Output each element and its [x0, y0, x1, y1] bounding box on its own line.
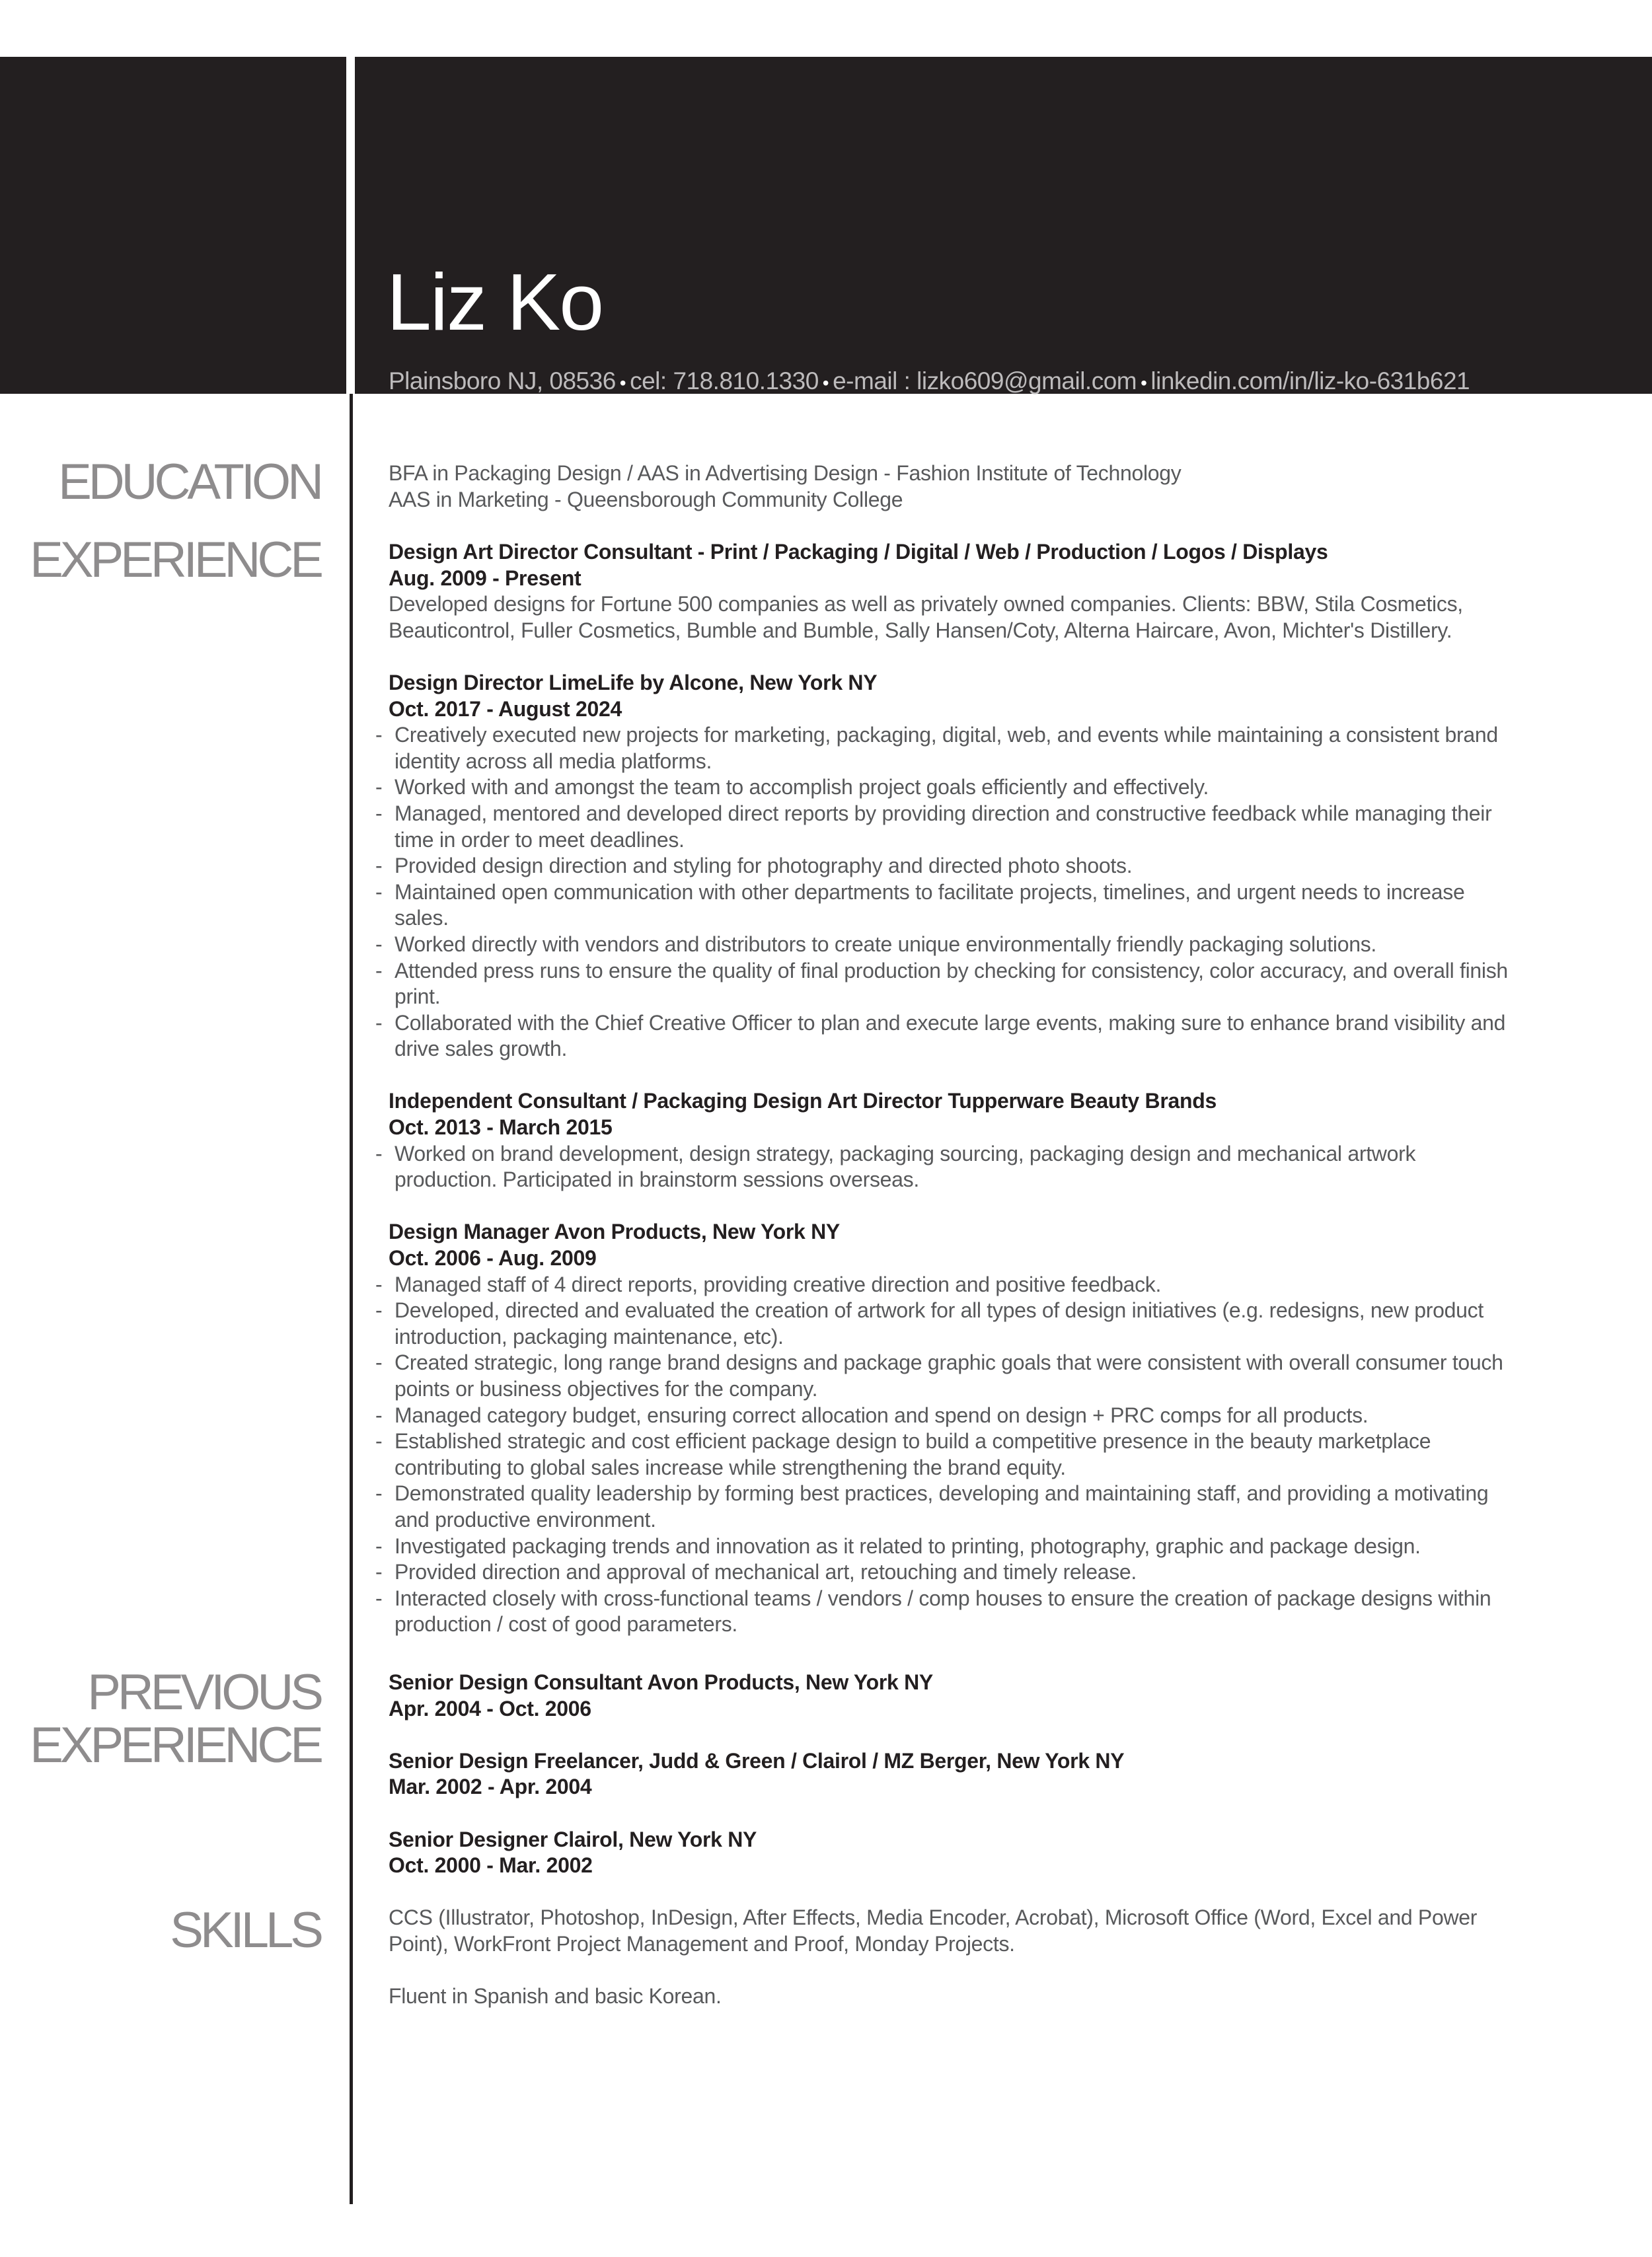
separator-dot: • [619, 373, 626, 393]
job-title: Senior Design Consultant Avon Products, New York NY [389, 1670, 933, 1694]
bullet-item: - Attended press runs to ensure the quality of final production by checking for consistency, color accuracy, and overall finish print. [389, 958, 1512, 1010]
bullet-item: - Maintained open communication with other departments to facilitate projects, timelines, and urgent needs to increase sales. [389, 879, 1512, 932]
separator-dot: • [1141, 373, 1147, 393]
job-title: Independent Consultant / Packaging Design Art Director Tupperware Beauty Brands [389, 1089, 1217, 1113]
header-banner [0, 57, 1652, 394]
email: e-mail : lizko609@gmail.com [833, 367, 1137, 394]
bullet-item: - Demonstrated quality leadership by forming best practices, developing and maintaining staff, and providing a motivating and productive environment. [389, 1481, 1512, 1533]
job-description: Developed designs for Fortune 500 companies as well as privately owned companies. Clients: BBW, Stila Cosmetics, Beauticontrol, Fuller Cosmetics, Bumble and Bumble, Sally Hansen/Coty, Alterna Haircare, Avon, Michter's Distillery. [389, 592, 1463, 642]
section-title-previous-experience [30, 1666, 320, 1772]
bullet-item: - Established strategic and cost efficient package design to build a competitive presence in the beauty marketplace contributing to global sales increase while strengthening the brand equity. [389, 1428, 1512, 1481]
job-entry [389, 1088, 1512, 1193]
education-block [389, 461, 1512, 513]
separator-dot: • [822, 373, 829, 393]
bullet-item: - Creatively executed new projects for marketing, packaging, digital, web, and events while maintaining a consistent brand identity across all media platforms. [389, 722, 1512, 774]
phone: cel: 718.810.1330 [630, 367, 819, 394]
job-dates: Oct. 2000 - Mar. 2002 [389, 1853, 593, 1878]
section-title-experience: EXPERIENCE [30, 532, 320, 588]
education-item: AAS in Marketing - Queensborough Community College [389, 487, 903, 511]
spacer [389, 1957, 1512, 1983]
bullet-item: - Provided direction and approval of mechanical art, retouching and timely release. [389, 1559, 1512, 1586]
job-dates: Aug. 2009 - Present [389, 566, 582, 590]
job-title: Senior Designer Clairol, New York NY [389, 1827, 757, 1851]
section-title-skills: SKILLS [170, 1902, 320, 1958]
job-title: Design Art Director Consultant - Print / Packaging / Digital / Web / Production / Logos / Displays [389, 540, 1328, 564]
education-item: BFA in Packaging Design / AAS in Advertising Design - Fashion Institute of Technology [389, 461, 1182, 485]
job-dates: Oct. 2017 - August 2024 [389, 696, 622, 721]
address: Plainsboro NJ, 08536 [389, 367, 616, 394]
section-title-line: PREVIOUS [87, 1664, 320, 1720]
job-title: Senior Design Freelancer, Judd & Green / Clairol / MZ Berger, New York NY [389, 1748, 1125, 1773]
skills-text: Fluent in Spanish and basic Korean. [389, 1983, 722, 2008]
bullet-item: - Managed staff of 4 direct reports, providing creative direction and positive feedback. [389, 1272, 1512, 1298]
candidate-name: Liz Ko [387, 257, 603, 347]
job-title: Design Director LimeLife by Alcone, New York NY [389, 670, 878, 694]
bullet-item: - Provided design direction and styling for photography and directed photo shoots. [389, 853, 1512, 879]
bullet-item: - Developed, directed and evaluated the creation of artwork for all types of design initiatives (e.g. redesigns, new product introduction, packaging maintenance, etc). [389, 1298, 1512, 1350]
vertical-rule [350, 394, 353, 2204]
previous-job-entry [389, 1670, 1512, 1722]
job-dates: Mar. 2002 - Apr. 2004 [389, 1775, 592, 1799]
bullet-item: - Investigated packaging trends and innovation as it related to printing, photography, graphic and package design. [389, 1534, 1512, 1560]
job-entry [389, 1219, 1512, 1638]
bullet-item: - Worked on brand development, design strategy, packaging sourcing, packaging design and mechanical artwork production. Participated in brainstorm sessions overseas. [389, 1141, 1512, 1193]
skills-text: CCS (Illustrator, Photoshop, InDesign, After Effects, Media Encoder, Acrobat), Microsoft Office (Word, Excel and Power Point), WorkFront Project Management and Proof, Monday Projects. [389, 1906, 1478, 1956]
section-title-line: EXPERIENCE [30, 1717, 320, 1773]
job-bullets [389, 722, 1512, 1062]
job-dates: Oct. 2013 - March 2015 [389, 1115, 613, 1140]
experience-block [389, 539, 1512, 1664]
section-title-education: EDUCATION [58, 454, 320, 510]
previous-experience-block [389, 1670, 1512, 1905]
job-dates: Apr. 2004 - Oct. 2006 [389, 1696, 591, 1720]
previous-job-entry [389, 1748, 1512, 1800]
previous-job-entry [389, 1827, 1512, 1879]
skills-block [389, 1905, 1512, 2009]
job-bullets [389, 1272, 1512, 1638]
linkedin: linkedin.com/in/liz-ko-631b621 [1150, 367, 1470, 394]
bullet-item: - Managed category budget, ensuring correct allocation and spend on design + PRC comps for all products. [389, 1403, 1512, 1429]
job-entry [389, 539, 1512, 644]
bullet-item: - Collaborated with the Chief Creative Officer to plan and execute large events, making sure to enhance brand visibility and drive sales growth. [389, 1010, 1512, 1062]
bullet-item: - Worked with and amongst the team to accomplish project goals efficiently and effectively. [389, 774, 1512, 801]
job-bullets [389, 1141, 1512, 1193]
bullet-item: - Managed, mentored and developed direct reports by providing direction and constructive feedback while managing their time in order to meet deadlines. [389, 801, 1512, 853]
job-dates: Oct. 2006 - Aug. 2009 [389, 1246, 597, 1271]
bullet-item: - Worked directly with vendors and distributors to create unique environmentally friendly packaging solutions. [389, 932, 1512, 958]
contact-line [389, 367, 1470, 395]
bullet-item: - Created strategic, long range brand designs and package graphic goals that were consistent with overall consumer touch points or business objectives for the company. [389, 1350, 1512, 1402]
bullet-item: - Interacted closely with cross-functional teams / vendors / comp houses to ensure the creation of package designs within production / cost of good parameters. [389, 1586, 1512, 1638]
job-entry [389, 670, 1512, 1062]
header-divider [346, 57, 355, 394]
job-title: Design Manager Avon Products, New York NY [389, 1220, 840, 1244]
